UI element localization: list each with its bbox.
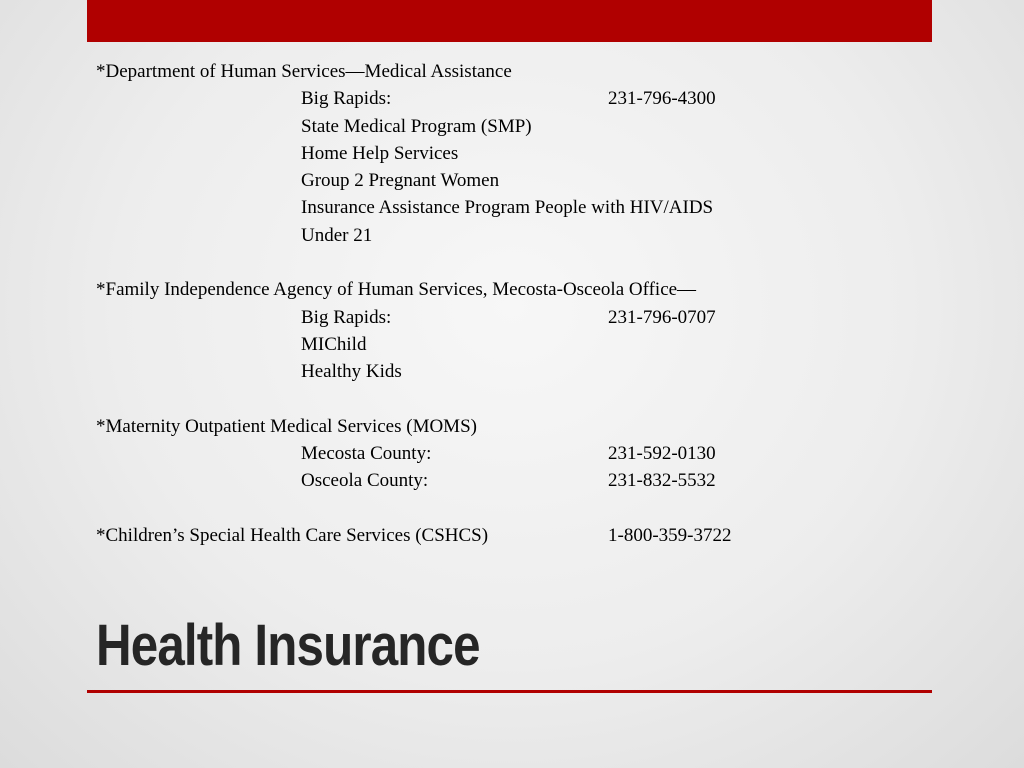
item-label: State Medical Program (SMP)	[301, 115, 532, 137]
item-label: Osceola County:	[301, 470, 429, 492]
item-label: Big Rapids:	[301, 88, 392, 110]
list-item	[96, 467, 926, 494]
section-heading: *Department of Human Services—Medical Assistance	[96, 61, 512, 82]
list-item	[96, 140, 926, 167]
list-item	[96, 304, 926, 331]
phone-number: 231-832-5532	[608, 470, 716, 492]
section-heading: *Maternity Outpatient Medical Services (MOMS)	[96, 415, 477, 437]
list-item	[96, 331, 926, 358]
top-accent-bar	[87, 0, 932, 42]
phone-number: 231-796-0707	[608, 306, 716, 328]
phone-number: 231-796-4300	[608, 88, 716, 110]
list-item	[96, 194, 926, 221]
section-heading-row	[96, 276, 926, 303]
section-spacer	[96, 249, 926, 276]
title-underline	[87, 690, 932, 693]
item-label: Insurance Assistance Program People with HIV/AIDS	[301, 197, 714, 219]
list-item	[96, 440, 926, 467]
item-label: Big Rapids:	[301, 306, 392, 328]
section-heading: *Children’s Special Health Care Services (CSHCS)	[96, 525, 489, 547]
section-heading-row	[96, 522, 926, 549]
section-heading-row	[96, 413, 926, 440]
section-heading: *Family Independence Agency of Human Services, Mecosta-Osceola Office—	[96, 279, 697, 301]
phone-number: 1-800-359-3722	[608, 525, 732, 547]
list-item	[96, 85, 926, 112]
item-label: Group 2 Pregnant Women	[301, 170, 500, 192]
list-item	[96, 222, 926, 249]
item-label: Under 21	[301, 224, 373, 246]
section-heading-row	[96, 58, 926, 85]
list-item	[96, 167, 926, 194]
list-item	[96, 358, 926, 385]
list-item	[96, 113, 926, 140]
section-spacer	[96, 495, 926, 522]
phone-number: 231-592-0130	[608, 443, 716, 465]
slide-title: Health Insurance	[96, 613, 480, 678]
item-label: MIChild	[301, 333, 367, 355]
section-spacer	[96, 386, 926, 413]
item-label: Home Help Services	[301, 142, 459, 164]
resource-list	[96, 58, 926, 549]
item-label: Mecosta County:	[301, 443, 432, 465]
item-label: Healthy Kids	[301, 361, 402, 383]
